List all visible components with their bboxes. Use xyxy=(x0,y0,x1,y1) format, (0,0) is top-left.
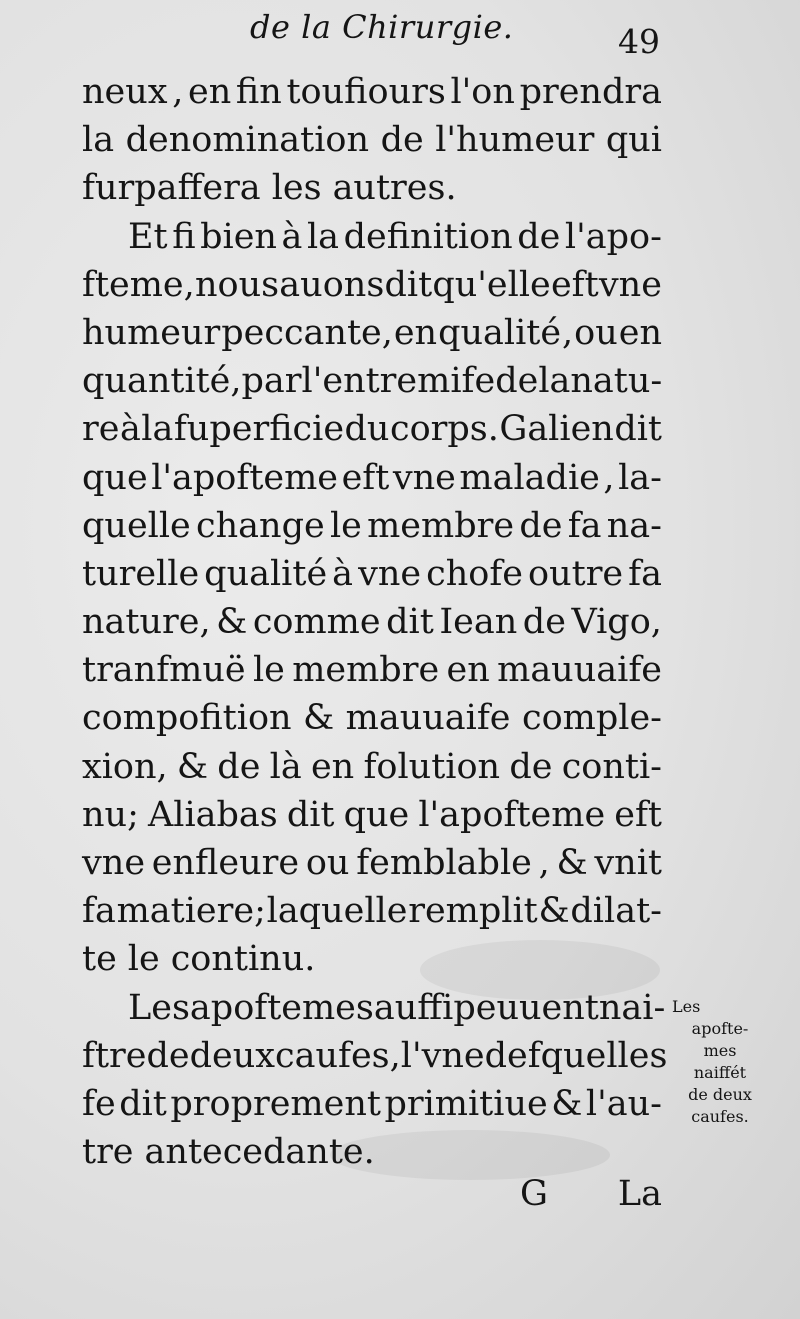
word: de xyxy=(519,505,563,546)
text-line xyxy=(82,1080,662,1128)
word: Aliabas xyxy=(147,794,278,835)
word: vnit xyxy=(594,843,662,883)
text-line xyxy=(82,309,662,357)
word: à xyxy=(119,409,141,450)
word: fteme, xyxy=(82,264,195,305)
word: Galien xyxy=(499,409,614,450)
word: definition xyxy=(343,216,513,257)
word: antecedante. xyxy=(144,1132,375,1173)
word: turelle xyxy=(82,553,200,594)
word: fe xyxy=(82,1083,116,1124)
word: dit xyxy=(614,409,662,450)
word: ftre xyxy=(82,1035,147,1076)
word: primitiue xyxy=(384,1083,548,1124)
signature-mark: G xyxy=(520,1174,548,1214)
word: auffi xyxy=(373,987,454,1028)
text-line xyxy=(82,984,666,1032)
word: fa xyxy=(82,891,116,932)
word: mauuaife xyxy=(497,650,662,691)
margin-note-line: apofte- xyxy=(691,1019,749,1038)
margin-note-line: mes xyxy=(703,1041,737,1060)
text-line xyxy=(82,261,662,309)
word: Et xyxy=(128,216,168,257)
word: la xyxy=(141,409,174,450)
word: dit xyxy=(386,602,434,643)
word: & xyxy=(216,602,248,643)
word: le xyxy=(252,650,285,691)
word: membre xyxy=(292,650,440,691)
word: la xyxy=(538,361,571,402)
word: en xyxy=(446,650,490,691)
word: , xyxy=(538,843,550,883)
word: auons xyxy=(279,264,385,305)
word: comme xyxy=(252,602,381,643)
word: en xyxy=(310,746,355,787)
word: que xyxy=(82,457,148,498)
word: , xyxy=(562,312,574,353)
catchword: La xyxy=(617,1174,662,1214)
word: apoftemes xyxy=(189,987,374,1028)
word: folution xyxy=(363,746,501,787)
word: femblable xyxy=(356,843,532,883)
word: fuperficie xyxy=(173,409,345,450)
word: re xyxy=(82,409,120,450)
text-line xyxy=(82,1032,668,1080)
word: eft xyxy=(341,457,390,498)
text-line xyxy=(82,1128,662,1176)
word: dit xyxy=(119,1083,167,1124)
margin-note-line: Les xyxy=(672,997,701,1016)
word: Vigo, xyxy=(571,602,662,643)
word: l'apofteme xyxy=(151,457,339,498)
text-line xyxy=(82,164,662,212)
word: que xyxy=(343,794,410,835)
word: quelle xyxy=(82,505,191,546)
word: furpaffera xyxy=(82,168,261,209)
word: l'apo- xyxy=(564,216,662,257)
word: laquelle xyxy=(266,891,408,932)
word: qu'elle xyxy=(432,264,551,305)
text-line xyxy=(82,68,662,116)
word: qualité xyxy=(204,553,328,594)
word: vne xyxy=(392,457,456,498)
text-line xyxy=(82,213,662,261)
word: proprement xyxy=(170,1083,381,1124)
word: & xyxy=(176,746,209,787)
word: dit xyxy=(286,794,335,835)
word: remplit xyxy=(408,891,538,932)
word: l'on xyxy=(450,72,515,112)
word: prendra xyxy=(519,72,662,112)
word: denomination xyxy=(125,120,370,161)
word: te xyxy=(82,939,117,980)
word: tranfmuë xyxy=(82,650,246,691)
word: natu- xyxy=(570,361,663,402)
word: caufes, xyxy=(275,1035,401,1076)
word: & xyxy=(551,1083,583,1124)
word: par xyxy=(241,361,302,402)
word: nous xyxy=(194,264,280,305)
word: , xyxy=(603,457,615,498)
word: vne xyxy=(358,553,422,594)
word: l'au- xyxy=(585,1083,662,1124)
text-line xyxy=(82,694,662,742)
text-line xyxy=(82,887,662,935)
word: outre xyxy=(528,553,624,594)
word: de xyxy=(217,746,261,787)
text-line xyxy=(82,502,662,550)
word: continu. xyxy=(170,939,316,980)
word: à xyxy=(332,553,354,594)
word: le xyxy=(329,505,362,546)
word: eft xyxy=(550,264,599,305)
word: fa xyxy=(628,553,662,594)
word: nai- xyxy=(598,987,666,1028)
word: na- xyxy=(606,505,662,546)
word: en xyxy=(393,312,438,353)
word: nu; xyxy=(82,794,139,835)
word: le xyxy=(127,939,160,980)
word: fa xyxy=(567,505,602,546)
text-line xyxy=(82,598,662,646)
word: matiere; xyxy=(116,891,266,932)
word: toufiours xyxy=(286,72,446,112)
word: qui xyxy=(605,120,662,161)
word: comple- xyxy=(522,698,662,739)
text-line xyxy=(82,357,662,405)
text-line xyxy=(82,646,662,694)
text-line xyxy=(82,454,662,502)
word: dilat- xyxy=(570,891,662,932)
page-number: 49 xyxy=(618,22,660,61)
word: nature, xyxy=(82,602,211,643)
word: en xyxy=(188,72,232,112)
word: neux xyxy=(82,72,168,112)
word: chofe xyxy=(426,553,523,594)
word: xion, xyxy=(82,746,168,787)
word: eft xyxy=(614,794,662,835)
word: quantité, xyxy=(82,361,242,402)
word: fin xyxy=(235,72,282,112)
word: Les xyxy=(128,987,190,1028)
word: de xyxy=(380,120,424,161)
running-header-title: de la Chirurgie. xyxy=(250,8,514,46)
body-text xyxy=(82,68,668,1176)
word: qualité xyxy=(438,312,562,353)
word: ou xyxy=(574,312,618,353)
word: deux xyxy=(189,1035,275,1076)
word: vne xyxy=(82,843,146,883)
word: mauuaife xyxy=(345,698,511,739)
word: la xyxy=(306,216,340,257)
word: conti- xyxy=(561,746,662,787)
word: bien xyxy=(200,216,277,257)
word: & xyxy=(303,698,335,739)
word: la xyxy=(82,120,115,161)
word: de xyxy=(509,746,553,787)
word: de xyxy=(522,602,566,643)
word: la- xyxy=(618,457,662,498)
word: change xyxy=(196,505,325,546)
text-line xyxy=(82,935,662,983)
word: tre xyxy=(82,1132,134,1173)
text-line xyxy=(82,405,662,453)
word: Iean xyxy=(439,602,518,643)
word: l'entremife xyxy=(301,361,496,402)
word: & xyxy=(556,843,588,883)
word: dit xyxy=(384,264,433,305)
margin-note-line: caufes. xyxy=(691,1107,749,1126)
word: l'apofteme xyxy=(418,794,606,835)
word: ou xyxy=(305,843,350,883)
word: vne xyxy=(598,264,662,305)
word: du xyxy=(344,409,390,450)
text-line xyxy=(82,791,662,839)
text-line xyxy=(82,743,662,791)
word: defquelles xyxy=(484,1035,668,1076)
text-line xyxy=(82,839,662,887)
word: à xyxy=(281,216,303,257)
word: de xyxy=(517,216,561,257)
word: corps. xyxy=(389,409,499,450)
word: maladie xyxy=(459,457,600,498)
margin-note xyxy=(672,996,768,1128)
word: peccante, xyxy=(221,312,393,353)
margin-note-line: naiffét xyxy=(693,1063,747,1082)
margin-note-line: de deux xyxy=(688,1085,752,1104)
word: enfleure xyxy=(151,843,300,883)
catchword-line xyxy=(520,1174,662,1214)
word: peuuent xyxy=(453,987,599,1028)
word: l'humeur xyxy=(435,120,595,161)
word: l'vne xyxy=(400,1035,485,1076)
text-line xyxy=(82,550,662,598)
word: en xyxy=(618,312,662,353)
word: membre xyxy=(367,505,515,546)
word: , xyxy=(172,72,184,112)
word: de xyxy=(495,361,539,402)
word: & xyxy=(538,891,570,932)
word: de xyxy=(146,1035,190,1076)
word: là xyxy=(269,746,302,787)
word: fi xyxy=(172,216,196,257)
text-line xyxy=(82,116,662,164)
word: compofition xyxy=(82,698,292,739)
word: humeur xyxy=(82,312,221,353)
word: les xyxy=(271,168,322,209)
word: autres. xyxy=(332,168,457,209)
